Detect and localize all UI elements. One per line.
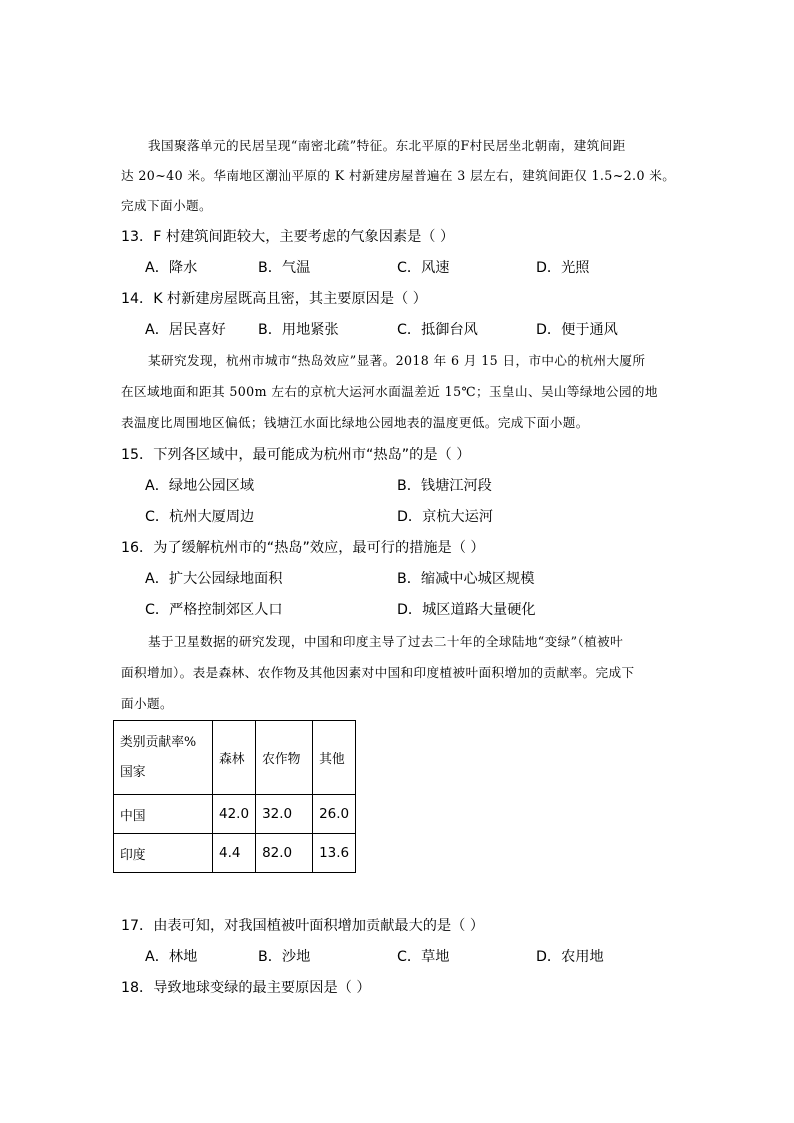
passage3-line2: 面积增加）。表是森林、农作物及其他因素对中国和印度植被叶面积增加的贡献率。完成下 xyxy=(121,665,635,680)
q15-option-a[interactable]: A．绿地公园区域 xyxy=(145,478,255,494)
q14-option-d[interactable]: D．便于通风 xyxy=(536,322,618,338)
contribution-table xyxy=(113,720,356,873)
table-cell: 32.0 xyxy=(256,795,313,834)
passage2-line2: 在区域地面和距其 500m 左右的京杭大运河水面温差近 15℃；玉皇山、吴山等绿地公园的地 xyxy=(121,384,658,399)
table-header-row xyxy=(114,721,356,795)
passage1-line1: 我国聚落单元的民居呈现“南密北疏”特征。东北平原的F村民居坐北朝南，建筑间距 xyxy=(148,138,626,153)
q16-option-a[interactable]: A．扩大公园绿地面积 xyxy=(145,571,283,587)
question-13-stem: 13．F 村建筑间距较大，主要考虑的气象因素是（ ） xyxy=(121,229,455,245)
table-col-header: 其他 xyxy=(313,721,356,795)
q16-option-d[interactable]: D．城区道路大量硬化 xyxy=(397,602,536,618)
table-cell: 42.0 xyxy=(213,795,256,834)
q17-option-c[interactable]: C．草地 xyxy=(397,949,450,965)
q15-option-d[interactable]: D．京杭大运河 xyxy=(397,509,494,525)
q17-option-d[interactable]: D．农用地 xyxy=(536,949,604,965)
question-16-stem: 16．为了缓解杭州市的“热岛”效应，最可行的措施是（ ） xyxy=(121,540,485,556)
passage2-line3: 表温度比周围地区偏低；钱塘江水面比绿地公园地表的温度更低。完成下面小题。 xyxy=(121,415,589,430)
passage1-line2: 达 20~40 米。华南地区潮汕平原的 K 村新建房屋普遍在 3 层左右，建筑间距仅 1.5~2.0 米。 xyxy=(121,168,676,183)
table-row xyxy=(114,834,356,873)
question-17-stem: 17．由表可知，对我国植被叶面积增加贡献最大的是（ ） xyxy=(121,918,485,934)
passage3-line3: 面小题。 xyxy=(121,696,173,711)
table-corner-cell xyxy=(114,721,213,795)
q13-option-b[interactable]: B．气温 xyxy=(258,260,311,276)
passage2-line1: 某研究发现，杭州市城市“热岛效应”显著。2018 年 6 月 15 日，市中心的杭州大厦所 xyxy=(148,353,646,368)
q15-option-b[interactable]: B．钱塘江河段 xyxy=(397,478,492,494)
q13-option-c[interactable]: C．风速 xyxy=(397,260,450,276)
q15-option-c[interactable]: C．杭州大厦周边 xyxy=(145,509,255,525)
q16-option-b[interactable]: B．缩减中心城区规模 xyxy=(397,571,535,587)
q13-option-d[interactable]: D．光照 xyxy=(536,260,590,276)
question-14-stem: 14．K 村新建房屋既高且密，其主要原因是（ ） xyxy=(121,291,427,307)
table-cell: 13.6 xyxy=(313,834,356,873)
table-row-country: 印度 xyxy=(114,834,213,873)
passage3-line1: 基于卫星数据的研究发现，中国和印度主导了过去二十年的全球陆地“变绿”（植被叶 xyxy=(148,634,624,649)
question-15-stem: 15．下列各区域中，最可能成为杭州市“热岛”的是（ ） xyxy=(121,447,471,463)
q14-option-a[interactable]: A．居民喜好 xyxy=(145,322,226,338)
question-18-stem: 18．导致地球变绿的最主要原因是（ ） xyxy=(121,980,371,996)
table-col-header: 森林 xyxy=(213,721,256,795)
q17-option-a[interactable]: A．林地 xyxy=(145,949,198,965)
table-corner-category: 类别贡献率 xyxy=(120,734,184,750)
table-cell: 26.0 xyxy=(313,795,356,834)
table-unit: % xyxy=(183,734,197,750)
q16-option-c[interactable]: C．严格控制郊区人口 xyxy=(145,602,283,618)
table-col-header: 农作物 xyxy=(256,721,313,795)
table-cell: 4.4 xyxy=(213,834,256,873)
table-row xyxy=(114,795,356,834)
q13-option-a[interactable]: A．降水 xyxy=(145,260,198,276)
q17-option-b[interactable]: B．沙地 xyxy=(258,949,311,965)
q14-option-c[interactable]: C．抵御台风 xyxy=(397,322,478,338)
table-row-country: 中国 xyxy=(114,795,213,834)
passage1-line3: 完成下面小题。 xyxy=(121,198,212,213)
table-corner-country: 国家 xyxy=(120,764,146,780)
table-cell: 82.0 xyxy=(256,834,313,873)
q14-option-b[interactable]: B．用地紧张 xyxy=(258,322,339,338)
